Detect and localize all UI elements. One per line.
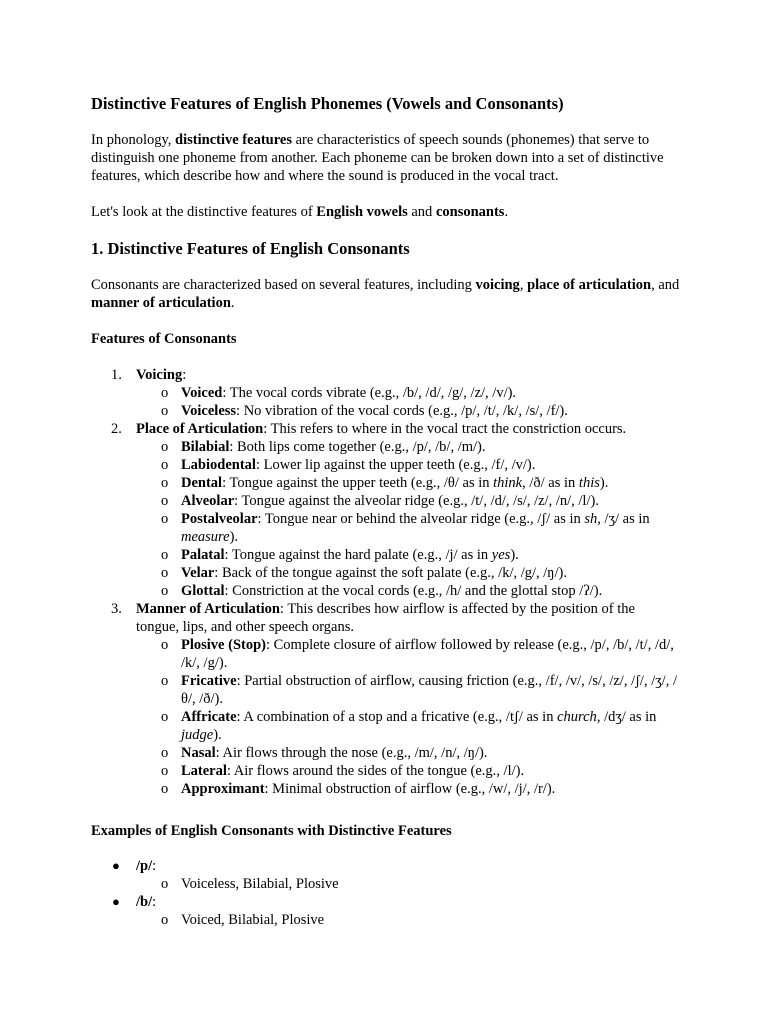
sub-item: [136, 672, 681, 708]
sub-label: Approximant: [181, 781, 265, 797]
text: ,: [519, 277, 528, 293]
example-word: yes: [491, 547, 511, 563]
sub-text: , /dʒ/ as in: [596, 709, 657, 725]
sub-item: [136, 492, 681, 510]
bold-term: place of articulation: [527, 277, 652, 293]
intro-lets-look: [91, 203, 681, 221]
sub-item: [136, 564, 681, 582]
sub-text: : Partial obstruction of airflow, causing friction (e.g., /f/, /v/, /s/, /z/, /ʃ/, /ʒ/, /θ/, /ð/).: [181, 673, 677, 707]
example-item: [91, 893, 681, 929]
intro-text: In phonology,: [91, 132, 176, 148]
sub-label: Plosive (Stop): [181, 637, 266, 653]
sub-marker: o: [161, 511, 169, 527]
sub-text: : Tongue against the alveolar ridge (e.g., /t/, /d/, /s/, /z/, /n/, /l/).: [234, 493, 599, 509]
sub-item: [136, 636, 681, 672]
sub-list: [136, 911, 681, 929]
sub-marker: o: [161, 547, 169, 563]
sub-label: Bilabial: [181, 439, 230, 455]
sub-text: : Air flows through the nose (e.g., /m/, /n/, /ŋ/).: [215, 745, 488, 761]
sub-label: Voiceless: [181, 403, 237, 419]
text: , and: [651, 277, 680, 293]
features-list-container: [91, 366, 681, 798]
examples-subheading: Examples of English Consonants with Distinctive Features: [91, 823, 452, 839]
text: :: [152, 894, 157, 910]
sub-label: Dental: [181, 475, 223, 491]
sub-text: : A combination of a stop and a fricative (e.g., /tʃ/ as in: [236, 709, 558, 725]
sub-marker: o: [161, 912, 169, 928]
sub-marker: o: [161, 475, 169, 491]
sub-text: : Both lips come together (e.g., /p/, /b/, /m/).: [229, 439, 486, 455]
sub-list: [136, 636, 681, 798]
bold-term: English vowels: [316, 204, 408, 220]
sub-text: : Back of the tongue against the soft palate (e.g., /k/, /g/, /ŋ/).: [214, 565, 567, 581]
sub-label: Fricative: [181, 673, 237, 689]
sub-list: [136, 384, 681, 420]
bullet-marker: ●: [112, 894, 120, 909]
sub-item: [136, 911, 681, 929]
sub-label: Velar: [181, 565, 215, 581]
examples-list: [91, 857, 681, 929]
sub-marker: o: [161, 876, 169, 892]
sub-item: [136, 780, 681, 798]
sub-label: Voiced: [181, 385, 223, 401]
sub-label: Palatal: [181, 547, 225, 563]
sub-item: [136, 708, 681, 744]
sub-label: Labiodental: [181, 457, 256, 473]
sub-marker: o: [161, 673, 169, 689]
sub-list: [136, 875, 681, 893]
sub-item: [136, 510, 681, 546]
example-word: measure: [181, 529, 230, 545]
text: Let's look at the distinctive features of: [91, 204, 317, 220]
text: :: [152, 858, 157, 874]
sub-text: : Tongue against the hard palate (e.g., /j/ as in: [224, 547, 492, 563]
sub-marker: o: [161, 637, 169, 653]
sub-label: Lateral: [181, 763, 227, 779]
feature-text: : This refers to where in the vocal tract the constriction occurs.: [263, 421, 627, 437]
bold-term: voicing: [475, 277, 520, 293]
phoneme-features: Voiceless, Bilabial, Plosive: [181, 876, 339, 892]
feature-label: Voicing: [136, 367, 183, 383]
sub-item: [136, 582, 681, 600]
example-word: sh: [584, 511, 598, 527]
sub-marker: o: [161, 745, 169, 761]
features-subheading: Features of Consonants: [91, 331, 237, 347]
sub-text: : The vocal cords vibrate (e.g., /b/, /d/, /g/, /z/, /v/).: [222, 385, 517, 401]
sub-marker: o: [161, 439, 169, 455]
sub-item: [136, 546, 681, 564]
sub-item: [136, 875, 681, 893]
sub-item: [136, 438, 681, 456]
sub-text: ).: [229, 529, 239, 545]
sub-text: : No vibration of the vocal cords (e.g., /p/, /t/, /k/, /s/, /f/).: [236, 403, 568, 419]
sub-marker: o: [161, 709, 169, 725]
text: .: [504, 204, 509, 220]
example-word: church: [557, 709, 597, 725]
list-number: 2.: [111, 421, 122, 437]
sub-text: ).: [213, 727, 222, 743]
sub-text: : Tongue near or behind the alveolar ridge (e.g., /ʃ/ as in: [257, 511, 585, 527]
sub-text: ).: [599, 475, 609, 491]
list-number: 3.: [111, 601, 122, 617]
intro-bold-term: distinctive features: [175, 132, 292, 148]
bullet-marker: ●: [112, 858, 120, 873]
text: Consonants are characterized based on several features, including: [91, 277, 476, 293]
feature-label: Manner of Articulation: [136, 601, 280, 617]
sub-text: : Constriction at the vocal cords (e.g., /h/ and the glottal stop /ʔ/).: [224, 583, 603, 599]
phoneme-features: Voiced, Bilabial, Plosive: [181, 912, 325, 928]
intro-text: are characteristics of speech sounds (phonemes) that serve to distinguish one phoneme from another. Each phoneme can be broken down into a set of distinctive features, which describe how and where the sound is produced in the vocal tract.: [91, 132, 664, 184]
bold-term: consonants: [435, 204, 505, 220]
sub-list: [136, 438, 681, 600]
document-title: Distinctive Features of English Phonemes (Vowels and Consonants): [91, 94, 564, 113]
section-heading: 1. Distinctive Features of English Consonants: [91, 239, 410, 258]
example-item: [91, 857, 681, 893]
feature-text: : This describes how airflow is affected by the position of the tongue, lips, and other speech organs.: [136, 601, 635, 635]
sub-text: , /ʒ/ as in: [597, 511, 650, 527]
sub-text: : Minimal obstruction of airflow (e.g., /w/, /j/, /r/).: [264, 781, 556, 797]
section-intro-paragraph: [91, 276, 681, 312]
example-word: judge: [181, 727, 214, 743]
sub-marker: o: [161, 403, 169, 419]
feature-item: [91, 366, 681, 420]
text: and: [407, 204, 436, 220]
feature-text: :: [182, 367, 187, 383]
sub-label: Postalveolar: [181, 511, 258, 527]
sub-item: [136, 744, 681, 762]
sub-marker: o: [161, 763, 169, 779]
sub-text: , /ð/ as in: [522, 475, 579, 491]
example-word: this: [578, 475, 600, 491]
sub-marker: o: [161, 457, 169, 473]
sub-label: Nasal: [181, 745, 216, 761]
sub-marker: o: [161, 493, 169, 509]
sub-item: [136, 402, 681, 420]
sub-marker: o: [161, 781, 169, 797]
bold-term: manner of articulation: [91, 295, 231, 311]
sub-text: ).: [510, 547, 519, 563]
sub-item: [136, 762, 681, 780]
feature-label: Place of Articulation: [136, 421, 264, 437]
phoneme-symbol: /b/: [136, 894, 153, 910]
list-number: 1.: [111, 367, 122, 383]
sub-marker: o: [161, 565, 169, 581]
sub-item: [136, 456, 681, 474]
sub-label: Glottal: [181, 583, 225, 599]
sub-text: : Complete closure of airflow followed by release (e.g., /p/, /b/, /t/, /d/, /k/, /g/).: [181, 637, 674, 671]
sub-item: [136, 384, 681, 402]
sub-text: : Tongue against the upper teeth (e.g., /θ/ as in: [222, 475, 494, 491]
text: .: [230, 295, 235, 311]
phoneme-symbol: /p/: [136, 858, 153, 874]
sub-marker: o: [161, 385, 169, 401]
sub-text: : Air flows around the sides of the tongue (e.g., /l/).: [226, 763, 525, 779]
sub-text: : Lower lip against the upper teeth (e.g., /f/, /v/).: [255, 457, 536, 473]
example-word: think: [493, 475, 523, 491]
sub-marker: o: [161, 583, 169, 599]
sub-label: Alveolar: [181, 493, 235, 509]
examples-list-container: [91, 857, 681, 929]
sub-item: [136, 474, 681, 492]
feature-item: [91, 600, 681, 798]
feature-item: [91, 420, 681, 600]
features-list: [91, 366, 681, 798]
sub-label: Affricate: [181, 709, 237, 725]
intro-paragraph: [91, 131, 681, 185]
